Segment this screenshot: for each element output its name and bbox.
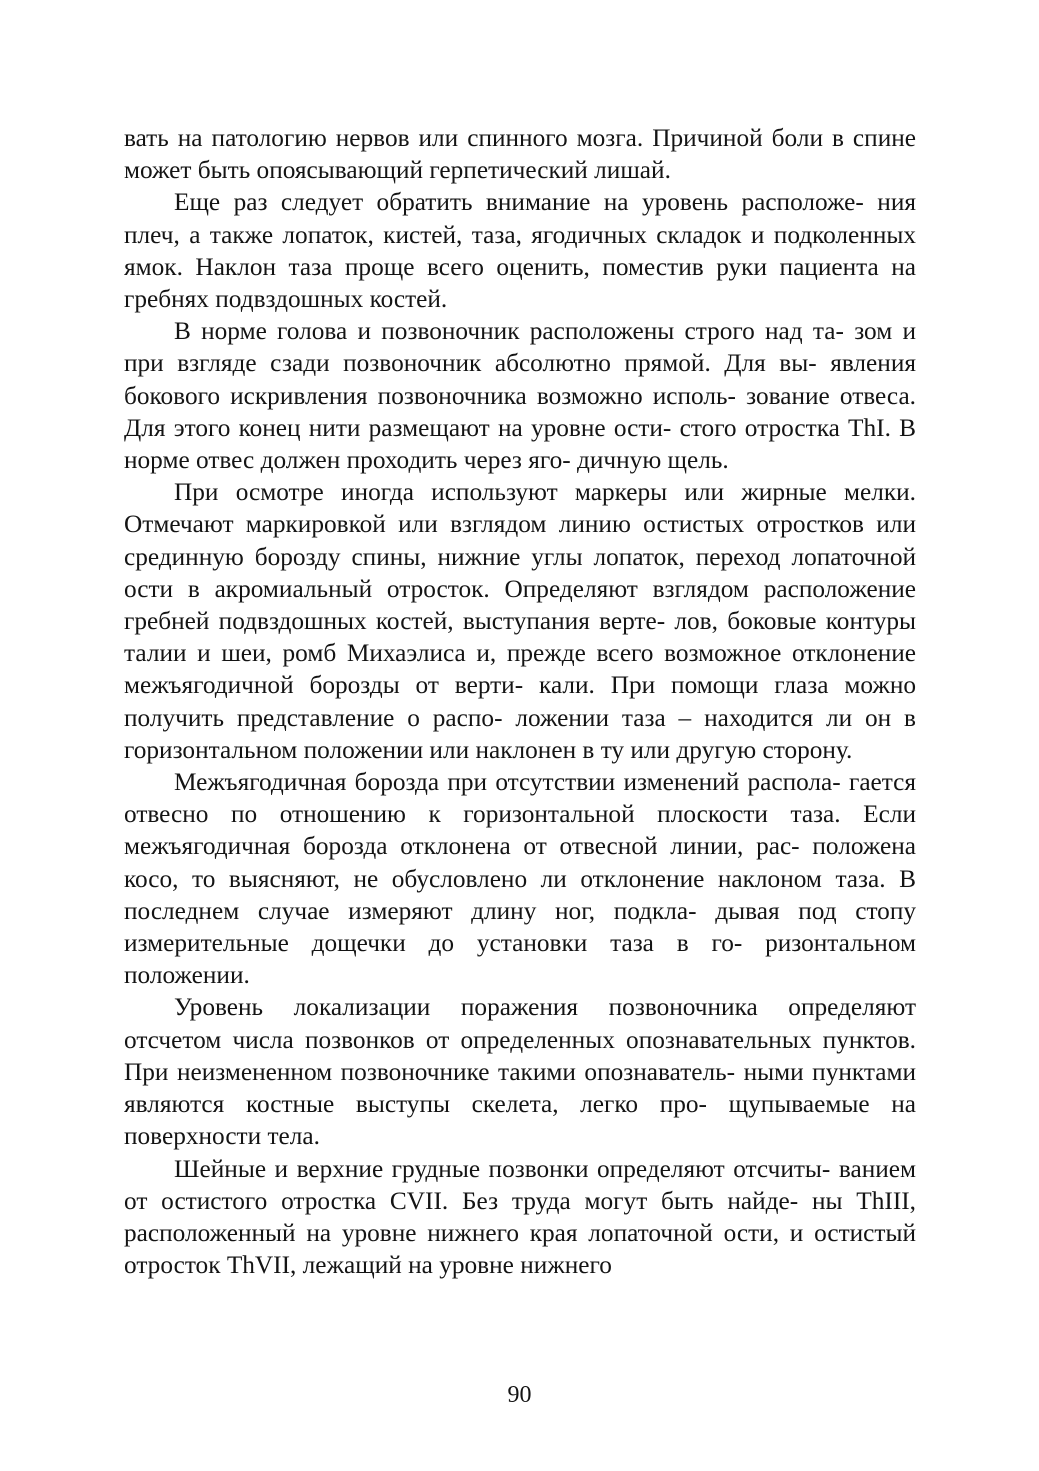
text-line: или срединную борозду спины, нижние углы лопаток, переход (124, 510, 916, 571)
text-line: пунктов. При неизмененном позвоночнике такими опознаватель- (124, 1025, 916, 1086)
text-line: Шейные и верхние грудные позвонки определяют отсчиты- (174, 1154, 831, 1183)
text-line: подколенных ямок. Наклон таза проще всего оценить, поместив (124, 220, 917, 281)
text-line: Отмечают маркировкой или взглядом линию остистых отростков (124, 510, 864, 539)
paragraph (124, 315, 916, 476)
text-line: вать на патологию нервов или спинного мозга. Причиной боли в (124, 124, 844, 152)
text-line: ния плеч, а также лопаток, кистей, таза, ягодичных складок и (124, 188, 917, 249)
text-line: Уровень локализации поражения позвоночника определяют (174, 993, 916, 1022)
body-text (124, 122, 916, 1281)
paragraph (124, 476, 916, 766)
paragraph (124, 1153, 916, 1282)
text-line: лов, боковые контуры талии и шеи, ромб Михаэлиса и, прежде (124, 607, 916, 668)
text-line: стого отростка ThI. В норме отвес должен проходить через яго- (124, 413, 917, 475)
text-line: спине может быть опоясывающий герпетический лишай. (124, 124, 916, 185)
text-line: явления бокового искривления позвоночника возможно исполь- (124, 349, 916, 410)
text-line: наклоном таза. В последнем случае измеряют длину ног, подкла- (124, 864, 916, 925)
text-line: дывая под стопу измерительные дощечки до установки таза в го- (124, 896, 917, 958)
text-line: ложении таза – находится ли он в горизонтальном положении или (124, 703, 916, 764)
text-line: ризонтальном положении. (124, 929, 916, 990)
paragraph (124, 186, 916, 315)
text-line: ванием от остистого отростка CVII. Без труда могут быть найде- (124, 1154, 917, 1215)
page-number: 90 (507, 1382, 532, 1408)
page-body (124, 122, 916, 1281)
text-line: ны ThIII, расположенный на уровне нижнего края лопаточной (124, 1186, 916, 1247)
text-line: расположение гребней подвздошных костей, выступания верте- (124, 574, 916, 636)
text-line: лопаточной ости в акромиальный отросток. Определяют взглядом (124, 542, 917, 603)
text-line: положена косо, то выясняют, не обусловлено ли отклонение (124, 832, 916, 893)
text-line: дичную щель. (577, 446, 729, 475)
text-line: отсчетом числа позвонков от определенных опознавательных (124, 1025, 812, 1054)
text-line: В норме голова и позвоночник расположены строго над та- (174, 317, 844, 346)
text-line: Еще раз следует обратить внимание на уровень расположе- (174, 188, 864, 217)
text-line: ными пунктами являются костные выступы скелета, легко про- (124, 1057, 916, 1119)
text-line: щупываемые на поверхности тела. (124, 1090, 916, 1151)
text-line: наклонен в ту или другую сторону. (475, 735, 853, 764)
text-line: зование отвеса. Для этого конец нити размещают на уровне ости- (124, 381, 916, 442)
paragraph (124, 991, 916, 1152)
text-line: гается отвесно по отношению к горизонтальной плоскости таза. (124, 768, 916, 829)
text-line: При осмотре иногда используют маркеры или жирные мелки. (174, 478, 916, 507)
paragraph (124, 122, 916, 186)
text-line: Межъягодичная борозда при отсутствии изменений распола- (174, 768, 841, 797)
text-line: всего возможное отклонение межъягодичной борозды от верти- (124, 639, 917, 700)
text-line: зом и при взгляде сзади позвоночник абсолютно прямой. Для вы- (124, 317, 916, 378)
text-line: кали. При помощи глаза можно получить представление о распо- (124, 671, 917, 732)
text-line: Если межъягодичная борозда отклонена от отвесной линии, рас- (124, 800, 916, 861)
text-line: ости, и остистый отросток ThVII, лежащий на уровне нижнего (124, 1218, 916, 1280)
paragraph (124, 766, 916, 991)
text-line: руки пациента на гребнях подвздошных костей. (124, 252, 917, 314)
